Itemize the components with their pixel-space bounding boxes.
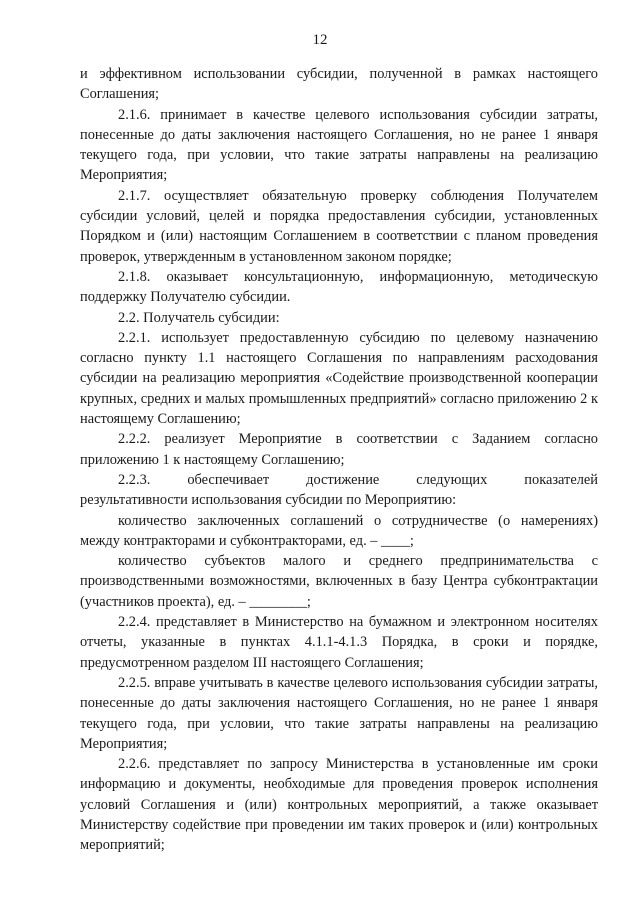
paragraph-2-2-6: 2.2.6. представляет по запросу Министерства в установленные им сроки информацию и документы, необходимые для проведения проверок исполнения условий Соглашения и (или) контрольных мероприятий, а также оказывает Министерству содействие при проведении им таких проверок и (или) контрольных мероприятий;: [80, 756, 598, 854]
paragraph-2-2: 2.2. Получатель субсидии:: [118, 309, 280, 326]
indicator-agreements: количество заключенных соглашений о сотрудничестве (о намерениях) между контракторами и субконтракторами, ед. – ____;: [80, 512, 598, 549]
paragraph-2-2-5: 2.2.5. вправе учитывать в качестве целевого использования субсидии затраты, понесенные до даты заключения настоящего Соглашения, но не ранее 1 января текущего года, при условии, что такие затраты направлены на реализацию Мероприятия;: [80, 674, 598, 752]
paragraph-2-1-7: 2.1.7. осуществляет обязательную проверку соблюдения Получателем субсидии условий, целей и порядка предоставления субсидии, установленных Порядком и (или) настоящим Соглашением в соответствии с планом проведения проверок, утвержденным в установленном законом порядке;: [80, 187, 598, 265]
paragraph-2-1-6: 2.1.6. принимает в качестве целевого использования субсидии затраты, понесенные до даты заключения настоящего Соглашения, но не ранее 1 января текущего года, при условии, что такие затраты направлены на реализацию Мероприятия;: [80, 106, 598, 184]
paragraph-2-2-3-line2: результативности использования субсидии по Мероприятию:: [80, 492, 457, 509]
page-number: 12: [312, 32, 328, 48]
document-body: [80, 64, 598, 856]
paragraph-2-1-8: 2.1.8. оказывает консультационную, информационную, методическую поддержку Получателю субсидии.: [80, 268, 598, 306]
paragraph-2-2-3-line1: 2.2.3. обеспечивает достижение следующих показателей: [118, 471, 598, 488]
paragraph-2-2-2: 2.2.2. реализует Мероприятие в соответствии с Заданием согласно приложению 1 к настоящему Соглашению;: [80, 431, 598, 468]
paragraph-continuation: и эффективном использовании субсидии, полученной в рамках настоящего Соглашения;: [80, 66, 598, 103]
paragraph-2-2-4: 2.2.4. представляет в Министерство на бумажном и электронном носителях отчеты, указанные в пунктах 4.1.1-4.1.3 Порядка, в сроки и порядке, предусмотренном разделом III настоящего Соглашения;: [80, 614, 598, 671]
paragraph-2-2-1: 2.2.1. использует предоставленную субсидию по целевому назначению согласно пункту 1.1 настоящего Соглашения по направлениям расходования субсидии на реализацию мероприятия «Содействие производственной кооперации крупных, средних и малых промышленных предприятий» согласно приложению 2 к настоящему Соглашению;: [80, 329, 598, 428]
indicator-sme-subjects: количество субъектов малого и среднего предпринимательства с производственными возможностями, включенных в базу Центра субконтрактации (участников проекта), ед. – ________;: [80, 553, 598, 610]
